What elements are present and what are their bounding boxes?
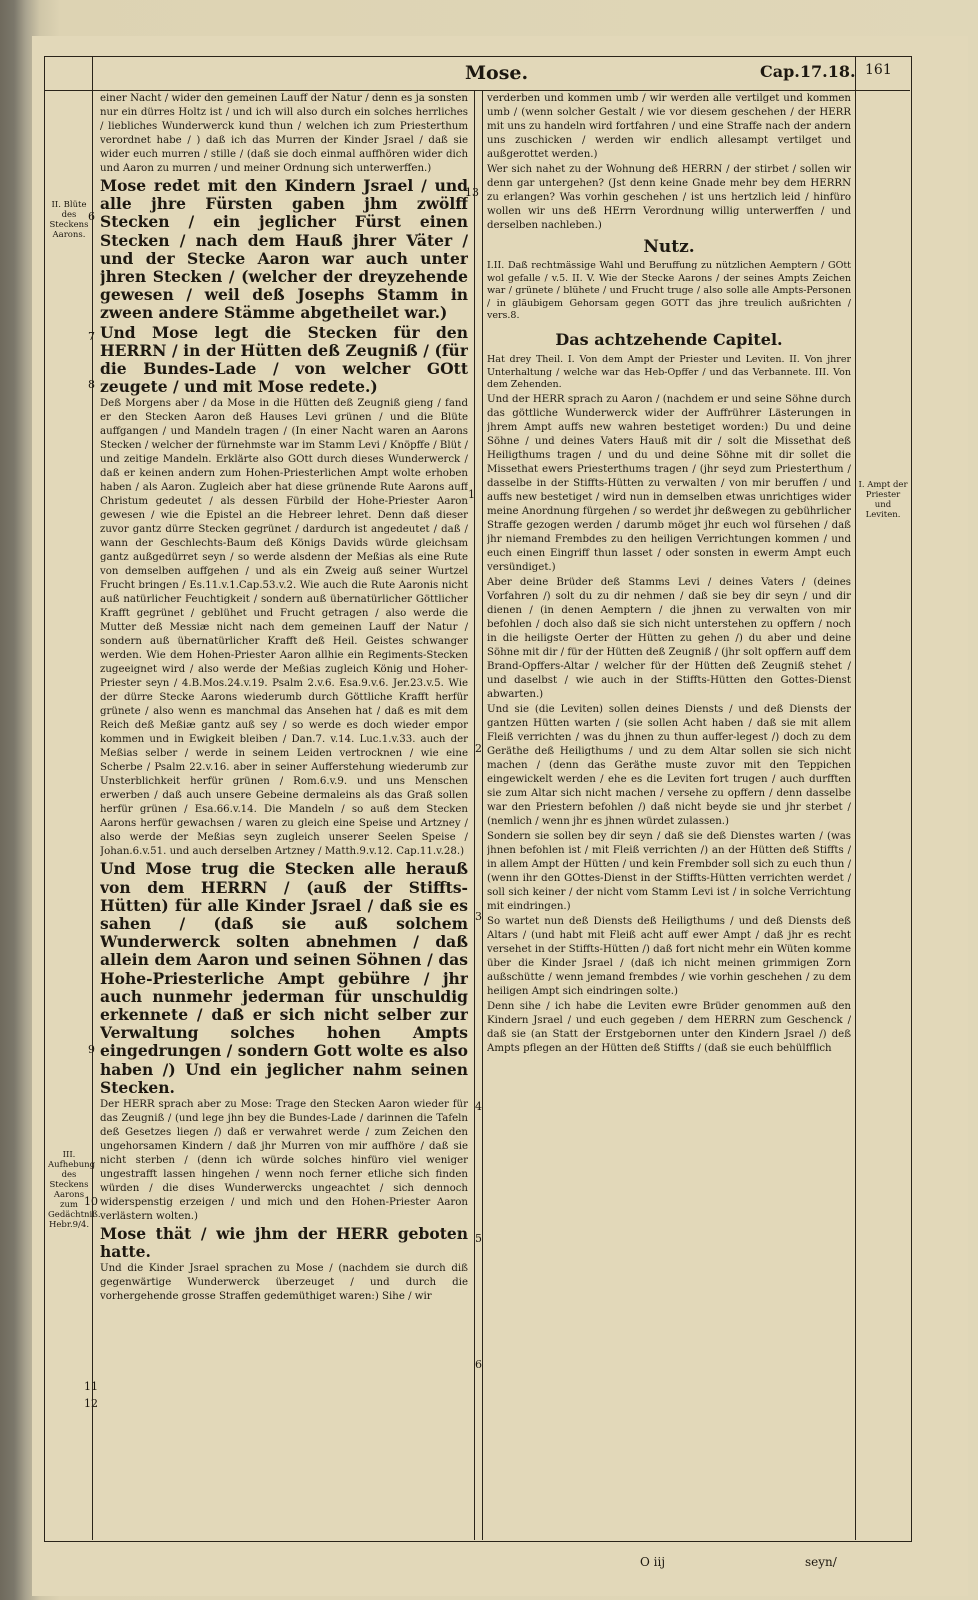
verse-number: 13 [465,186,479,199]
verse-6: Mose redet mit den Kindern Jsrael / und alle jhre Fürsten gaben jhm zwölff Stecken / ein jeglicher Fürst einen Stecken / nach dem Hauß jhrer Väter / und der Stecke Aaron war auch unter jhren Stecken / (welcher der dreyzehende gewesen / weil deß Josephs Stamm in zween andere Stämme abgetheilet war.) [100,176,468,323]
chapter-summary: Hat drey Theil. I. Von dem Ampt der Priester und Leviten. II. Von jhrer Unterhaltung / welche war das Heb-Opffer / und das Verbannete. III. Von dem Zehenden. [487,354,851,391]
verse-number: 7 [88,330,95,343]
verse-10: Der HERR sprach aber zu Mose: Trage den Stecken Aaron wieder für das Zeugniß / (und lege jhn bey die Bundes-Lade / darinnen die Tafeln deß Gesetzes liegen /) daß er verwahret werde / zum Zeichen den ungehorsamen Kindern / daß jhr Murren von mir auffhöre / daß sie nicht sterben / (denn ich würde solches hinfüro viel weniger ungestrafft lassen hingehen / wenn noch ferner etliche sich finden würden / die dises Wunderwercks ungeachtet / sich dennoch widerspenstig erzeigen / und mich und den Hohen-Priester Aaron verlästern wolten.) [100,1099,468,1223]
verse-6-right: Denn sihe / ich habe die Leviten ewre Brüder genommen auß den Kindern Jsrael / und euch gegeben / dem HERRN zum Geschenck / daß sie (an Statt der Erstgebornen unter den Kindern Jsrael /) deß Ampts pflegen an der Hütten deß Stiffts / (daß sie euch behülfflich [487,1000,851,1054]
nutz-text: I.II. Daß rechtmässige Wahl und Beruffung zu nützlichen Aemptern / GOtt wol gefalle / v.5. II. V. Wie der Stecke Aarons / der seines Ampts Zeichen war / grünete / blühete / und Frucht truge / also solle alle Ampts-Personen / in gläubigem Gehorsam gegen GOTT das jhre treulich außrichten / vers.8. [487,260,851,322]
verse-4: Sondern sie sollen bey dir seyn / daß sie deß Dienstes warten / (was jhnen befohlen ist / mit Fleiß verrichten /) an der Hütten deß Stiffts / in allem Ampt der Hütten / und kein Frembder soll sich zu euch thun / (wenn ihr den GOttes-Dienst in der Stiffts-Hütten verrichten werdet / soll sich keiner / der nicht vom Stamm Levi ist / in solche Verrichtung mit eindringen.) [487,830,851,912]
verse-number: 6 [88,210,95,223]
verse-number: 11 [84,1380,98,1393]
catchword: seyn/ [805,1555,837,1569]
verse-number: 4 [475,1100,482,1113]
verse-number: 8 [88,378,95,391]
left-margin-rule [92,56,93,1540]
verse-12: Und die Kinder Jsrael sprachen zu Mose / (nachdem sie durch diß gegenwärtige Wunderwerck überzeuget / und durch die vorhergehende grosse Straffen gedemüthiget waren:) Sihe / wir [100,1263,468,1303]
signature-mark: O iij [640,1555,666,1569]
verse-number: 2 [475,742,482,755]
chapter-heading: Das achtzehende Capitel. [555,329,783,349]
verse-number: 12 [84,1397,98,1410]
chapter-indicator: Cap.17.18. [760,62,856,81]
verse-number: 5 [475,1232,482,1245]
left-text-column [100,92,468,1540]
paragraph-continuation: einer Nacht / wider den gemeinen Lauff der Natur / denn es ja sonsten nur ein dürres Holtz ist / und ich will also durch ein solches herrliches / liebliches Wunderwerck kund thun / welchen ich zum Priesterthum verordnet habe / ) daß ich das Murren der Kinder Jsrael / daß sie wider euch murren / stille / (daß sie doch einmal auffhören wider dich und Aaron zu murren / und meiner Ordnung sich unterwerffen.) [100,93,468,174]
verse-number: 10 [84,1195,98,1208]
verse-13: Wer sich nahet zu der Wohnung deß HERRN / der stirbet / sollen wir denn gar untergehen? (Jst denn keine Gnade mehr bey dem HERRN zu erlangen? Was vorhin geschehen / ist uns hertzlich leid / hinfüro wollen wir uns deß HErrn Verordnung willig unterwerffen / und derselben nachleben.) [487,164,851,231]
right-margin-rule [855,56,856,1540]
header-rule [44,90,910,91]
page-number: 161 [865,62,892,78]
margin-note-aufhebung: III. Aufhebung des Steckens Aarons zum Gedächtniß. Hebr.9/4. [48,1150,101,1230]
verse-8: Deß Morgens aber / da Mose in die Hütten deß Zeugniß gieng / fand er den Stecken Aaron deß Hauses Levi grünen / und die Blüte auffgangen / und Mandeln tragen / (In einer Nacht waren an Aarons Stecken / welcher der fürnehmste war im Stamm Levi / Knöpffe / Blüt / und zeitige Mandeln. Erklärte also GOtt durch dieses Wunderwerck / daß er keinen andern zum Hohen-Priesterlichen Ampt wolte erhoben haben / als Aaron. Zugleich aber hat diese grünende Rute Aarons auff Christum gedeutet / als dessen Fürbild der Hohe-Priester Aaron gewesen / wie die Epistel an die Hebreer lehret. Denn daß dieser zuvor gantz dürre Stecken gegrünet / dardurch ist angedeutet / daß / wann der Geschlechts-Baum deß Königs Davids würde gleichsam gantz außgedürret seyn / so werde alsdenn der Meßias als eine Rute von demselben auffgehen / und als ein Zweig auß seiner Wurtzel Frucht bringen / Es.11.v.1.Cap.53.v.2. Wie auch die Rute Aaronis nicht auß natürlicher Feuchtigkeit / sondern auß übernatürlicher Göttlicher Krafft gegrünet / geblühet und Frucht getragen / also werde die Mutter deß Messiæ nicht nach dem gemeinen Lauff der Natur / sondern auß übernatürlicher Krafft deß Heil. Geistes schwanger werden. Wie dem Hohen-Priester Aaron allhie ein Regiments-Stecken zugeeignet wird / also werde der Meßias zugleich König und Hoher-Priester seyn / 4.B.Mos.24.v.19. Psalm 2.v.6. Esa.9.v.6. Jer.23.v.5. Wie der dürre Stecke Aarons wiederumb durch Göttliche Krafft herfür grünete / also wenn es manchmal das Ansehen hat / daß es mit dem Reich deß Meßiæ gantz auß sey / so werde es doch wieder empor kommen und in Ewigkeit bleiben / Dan.7. v.14. Luc.1.v.33. auch der Meßias selber / werde in seinem Leiden vertrocknen / wie eine Scherbe / Psalm 22.v.16. aber in seiner Aufferstehung wiederumb zur Unsterblichkeit herfür grünen / Rom.6.v.9. und uns Menschen erwerben / daß auch unsere Gebeine dermaleins als das Graß sollen herfür grünen / Esa.66.v.14. Die Mandeln / so auß dem Stecken Aarons herfür gewachsen / waren zu gleich eine Speise und Artzney / also werde der Meßias seyn zugleich unserer Seelen Speise / Johan.6.v.51. und auch derselben Artzney / Matth.9.v.12. Cap.11.v.28.) [100,398,468,858]
verse-5: So wartet nun deß Diensts deß Heiligthums / und deß Diensts deß Altars / (und habt mit Fleiß acht auff ewer Ampt / daß jhr es recht versehet in der Stiffts-Hütten /) daß fort nicht mehr ein Wüten komme über die Kinder Jsrael / (daß ich nicht meinen grimmigen Zorn außschütte / wenn jemand frembdes / wie vorhin geschehen / zu dem heiligen Ampt sich eindringen solte.) [487,915,851,997]
margin-note-ampt: I. Ampt der Priester und Leviten. [858,480,908,520]
column-rule-right [482,90,483,1540]
verse-11: Mose thät / wie jhm der HERR geboten hatte. [100,1224,468,1262]
verse-1: Und der HERR sprach zu Aaron / (nachdem er und seine Söhne durch das göttliche Wunderwerck wider der Auffrührer Lästerungen in jhrem Ampt auffs new wahren bestetiget worden:) Du und deine Söhne / und deines Vaters Hauß mit dir / solt die Missethat deß Heiligthums tragen / und du und deine Söhne mit dir sollet die Missethat ewers Priesterthums tragen / (jhr seyd zum Priesterthum / dasselbe in der Stiffts-Hütten zu verwalten / von mir beruffen / und auffs new bestetiget / wird nun in demselben etwas unrichtiges wider meine Anordnung fürgehen / so werdet jhr deßwegen zu gebührlicher Straffe gezogen werden / darumb möget jhr euch wol fürsehen / daß jhr niemand Frembdes zu den heiligen Verrichtungen kommen / und euch einen Eingriff thun lasset / oder sonsten in ewerm Ampt euch versündiget.) [487,393,851,573]
right-text-column [487,92,851,1540]
verse-2: Aber deine Brüder deß Stamms Levi / deines Vaters / (deines Vorfahren /) solt du zu dir nehmen / daß sie bey dir seyn / und dir dienen / (in denen Aemptern / die jhnen zu verwalten von mir befohlen / doch also daß sie sich nicht unterstehen zu opffern / noch in die heiligste Oerter der Hütten zu gehen /) du aber und deine Söhne mit dir / für der Hütten deß Zeugniß / (jhr solt opffern auff dem Brand-Opffers-Altar / welcher für der Hütten deß Zeugniß stehet / und daselbst / wie auch in der Stiffts-Hütten den Gottes-Dienst abwarten.) [487,576,851,700]
verse-number: 3 [475,910,482,923]
nutz-heading: Nutz. [643,237,695,257]
verse-number: 9 [88,1043,95,1056]
verse-number: 1 [468,488,475,501]
paragraph-continuation-right: verderben und kommen umb / wir werden alle vertilget und kommen umb / (wenn solcher Gestalt / wie vor diesem geschehen / der HERR mit uns zu handeln wird fortfahren / und eine Straffe nach der andern uns zuschicken / werden wir endlich allesampt vertilget und außgerottet werden.) [487,93,851,160]
verse-number: 6 [475,1358,482,1371]
verse-3: Und sie (die Leviten) sollen deines Diensts / und deß Diensts der gantzen Hütten warten / (sie sollen Acht haben / daß sie mit allem Fleiß verrichten / was du jhnen zu thun auffer-legest /) doch zu dem Geräthe deß Heiligthums / und zu dem Altar sollen sie sich nicht machen / (denn das Geräthe muste zuvor mit den Teppichen eingewickelt werden / ehe es die Leviten fort trugen / auch durfften sie zum Altar sich nicht machen / versehe zu opffern / denn dasselbe war den Priestern befohlen /) daß nicht beyde sie und jhr sterbet / (nemlich / wenn jhr es jhnen würdet zulassen.) [487,703,851,827]
column-rule [474,90,475,1540]
verse-7: Und Mose legt die Stecken für den HERRN / in der Hütten deß Zeugniß / (für die Bundes-Lade / von welcher GOtt zeugete / und mit Mose redete.) [100,322,468,397]
running-title: Mose. [465,62,529,84]
margin-note-bluete: II. Blüte des Steckens Aarons. [49,200,89,240]
verse-9: Und Mose trug die Stecken alle herauß von dem HERRN / (auß der Stiffts-Hütten) für alle Kinder Jsrael / daß sie es sahen / (daß sie auß solchem Wunderwerck solten abnehmen / daß allein dem Aaron und seinen Söhnen / das Hohe-Priesterliche Ampt gebühre / jhr auch nunmehr jederman für unschuldig erkennete / daß er sich nicht selber zur Verwaltung solches hohen Ampts eingedrungen / sondern Gott wolte es also haben /) Und ein jeglicher nahm seinen Stecken. [100,859,468,1097]
